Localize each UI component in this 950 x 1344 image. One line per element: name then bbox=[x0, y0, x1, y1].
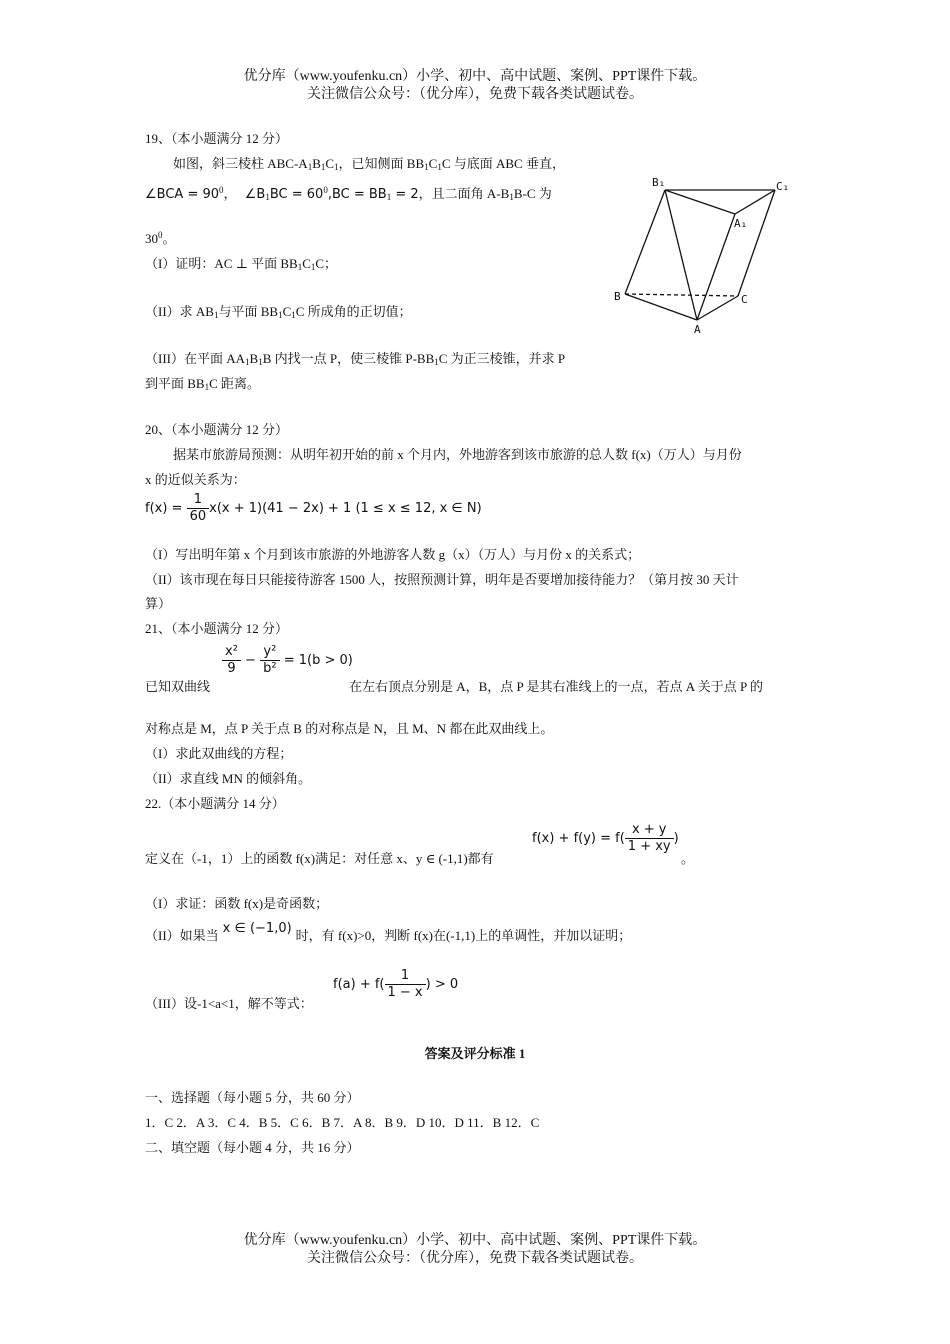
q22-part-1: （I）求证：函数 f(x)是奇函数； bbox=[145, 896, 329, 911]
q21-part-2: （II）求直线 MN 的倾斜角。 bbox=[145, 771, 312, 786]
label-b: B bbox=[614, 290, 621, 303]
edge-b-a bbox=[625, 294, 697, 320]
answers-section-1: 一、选择题（每小题 5 分，共 60 分） bbox=[145, 1090, 360, 1105]
label-c: C bbox=[741, 293, 748, 306]
q20-title: 20、（本小题满分 12 分） bbox=[145, 422, 289, 437]
edge-b-c-hidden bbox=[625, 294, 738, 296]
q22-lead: 定义在（-1，1）上的函数 f(x)满足：对任意 x、y ∈ (-1,1)都有 bbox=[145, 851, 494, 866]
q21-text: 在左右顶点分别是 A，B，点 P 是其右准线上的一点，若点 A 关于点 P 的 bbox=[349, 679, 763, 694]
label-c1: C₁ bbox=[776, 180, 790, 193]
footer-line-2: 关注微信公众号：（优分库），免费下载各类试题试卷。 bbox=[307, 1251, 643, 1266]
prism-figure bbox=[610, 172, 800, 337]
q19-part-1: （I）证明：AC ⊥ 平面 $BB_1C_1C$； bbox=[145, 256, 338, 272]
q19-title: 19、（本小题满分 12 分） bbox=[145, 131, 289, 146]
q22-inequality: f(a) + f( $\frac{1}{1 - x}$ ) > 0 bbox=[333, 968, 459, 1000]
q21-formula: $\frac{\text{x²}}{9}$ − $\frac{\text{y²}}{\text{b²}}$ = 1(b > 0) bbox=[222, 644, 353, 677]
q19-part-3-cont: 到平面 $BB_1C$ 距离。 bbox=[145, 376, 261, 392]
q19-part-3: （III）在平面 $AA_1B_1B$ 内找一点 P，使三棱锥 $P-BB_1C$ 为正三棱锥，并求 P bbox=[145, 351, 566, 367]
answers-section-2: 二、填空题（每小题 4 分，共 16 分） bbox=[145, 1140, 360, 1155]
edge-b1-a bbox=[665, 190, 697, 320]
q20-formula: f(x) = $\frac{1}{60}$ x(x + 1)(41 − 2x) + 1 (1 ≤ x ≤ 12, x ∈ N) bbox=[145, 492, 482, 524]
q21-lead: 已知双曲线 bbox=[145, 679, 211, 694]
header-line-2: 关注微信公众号：（优分库），免费下载各类试题试卷。 bbox=[307, 87, 643, 102]
q19-intro: 如图，斜三棱柱 ABC-$A_1B_1C_1$，已知侧面 $BB_1C_1C$ 与底面 ABC 垂直， bbox=[173, 156, 565, 172]
edge-a1-c1 bbox=[735, 190, 775, 214]
q22-formula: f(x) + f(y) = f( $\frac{x + y}{1 + xy}$ ) bbox=[532, 822, 679, 854]
footer-line-1: 优分库（www.youfenku.cn）小学、初中、高中试题、案例、PPT课件下载。 bbox=[243, 1233, 707, 1248]
q20-part-2: （II）该市现在每日只能接待游客 1500 人，按照预测计算，明年是否要增加接待能力？（第月按 30 天计 bbox=[145, 572, 739, 587]
q19-part-2: （II）求 $AB_1$与平面 $BB_1C_1C$ 所成角的正切值； bbox=[145, 304, 412, 320]
answers-choices: 1．C 2．A 3．C 4．B 5．C 6．B 7．A 8．B 9．D 10．D 11．B 12．C bbox=[145, 1115, 540, 1130]
edge-a-c bbox=[697, 296, 738, 320]
q22-lead-end: 。 bbox=[681, 851, 695, 866]
header-line-1: 优分库（www.youfenku.cn）小学、初中、高中试题、案例、PPT课件下载。 bbox=[243, 69, 707, 84]
q19-degree: $30^0$。 bbox=[145, 230, 176, 246]
q20-intro: 据某市旅游局预测：从明年初开始的前 x 个月内，外地游客到该市旅游的总人数 f(x)（万人）与月份 bbox=[173, 447, 742, 462]
q21-text-2: 对称点是 M，点 P 关于点 B 的对称点是 N，且 M、N 都在此双曲线上。 bbox=[145, 721, 554, 736]
q20-part-1: （I）写出明年第 x 个月到该市旅游的外地游客人数 g（x）（万人）与月份 x 的关系式； bbox=[145, 547, 641, 562]
label-b1: B₁ bbox=[652, 176, 666, 189]
edge-a1-a bbox=[697, 214, 735, 320]
q19-conditions: ∠BCA = $90^0$， $\angle B_1BC = 60^0,BC = BB_1 = 2$，且二面角 $A-B_1B-C$ 为 bbox=[145, 185, 552, 202]
edge-c1-c bbox=[738, 190, 775, 296]
q20-intro-2: x 的近似关系为： bbox=[145, 472, 246, 487]
q22-part-3: （III）设-1<a<1，解不等式： bbox=[145, 996, 313, 1011]
q20-part-2-cont: 算） bbox=[145, 596, 172, 611]
edge-b1-b bbox=[625, 190, 665, 294]
label-a1: A₁ bbox=[734, 217, 748, 230]
answers-title: 答案及评分标准 1 bbox=[424, 1046, 526, 1061]
q21-part-1: （I）求此双曲线的方程； bbox=[145, 746, 293, 761]
label-a: A bbox=[694, 323, 701, 336]
q22-title: 22.（本小题满分 14 分） bbox=[145, 796, 285, 811]
q21-title: 21、（本小题满分 12 分） bbox=[145, 621, 289, 636]
edge-b1-a1 bbox=[665, 190, 735, 214]
q22-part-2: （II）如果当 x ∈ (−1,0) 时，有 f(x)>0，判断 f(x)在(-1,1)上的单调性，并加以证明； bbox=[145, 921, 632, 943]
